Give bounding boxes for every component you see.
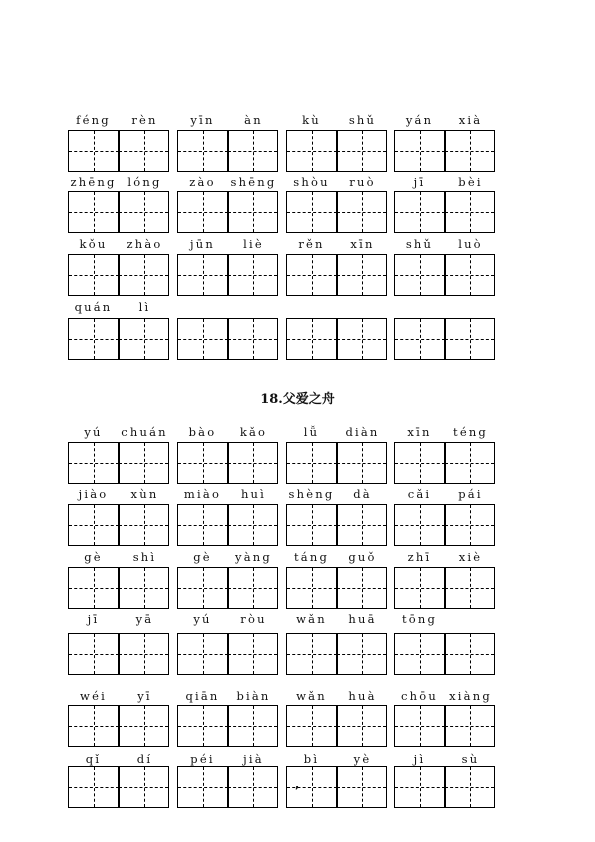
writing-box[interactable] <box>227 130 278 172</box>
writing-box[interactable] <box>336 318 387 360</box>
writing-box[interactable] <box>227 705 278 747</box>
writing-box[interactable] <box>227 766 278 808</box>
pinyin-syllable: bèi <box>458 175 483 189</box>
writing-box[interactable] <box>286 504 338 546</box>
writing-box[interactable] <box>286 254 338 296</box>
writing-box[interactable] <box>177 318 229 360</box>
pinyin-syllable: kù <box>302 113 321 127</box>
writing-box[interactable] <box>444 633 495 675</box>
pinyin-syllable: àn <box>244 113 263 127</box>
writing-box[interactable] <box>286 633 338 675</box>
writing-box[interactable] <box>118 318 169 360</box>
writing-box[interactable] <box>118 567 169 609</box>
pinyin-syllable: shēng <box>230 175 277 189</box>
writing-box[interactable] <box>444 130 495 172</box>
pinyin-syllable: xiàng <box>449 689 492 703</box>
writing-box[interactable] <box>118 442 169 484</box>
writing-box[interactable] <box>118 191 169 233</box>
writing-box[interactable] <box>177 567 229 609</box>
writing-box[interactable] <box>118 254 169 296</box>
writing-box[interactable] <box>118 705 169 747</box>
writing-box[interactable] <box>68 442 120 484</box>
pinyin-syllable: sù <box>461 752 480 766</box>
writing-box[interactable] <box>336 130 387 172</box>
pinyin-syllable: táng <box>293 550 330 564</box>
writing-box[interactable] <box>444 705 495 747</box>
writing-box[interactable] <box>444 766 495 808</box>
writing-box[interactable] <box>227 504 278 546</box>
pinyin-syllable: zhēng <box>70 175 117 189</box>
pinyin-syllable: féng <box>76 113 111 127</box>
writing-box[interactable] <box>227 633 278 675</box>
pinyin-syllable: huà <box>348 689 377 703</box>
comma-mark: , <box>295 778 300 791</box>
pinyin-syllable: chuán <box>121 425 168 439</box>
writing-box[interactable] <box>118 504 169 546</box>
pinyin-syllable: xùn <box>130 487 159 501</box>
pinyin-syllable: tōng <box>401 612 438 626</box>
pinyin-syllable: yīn <box>190 113 215 127</box>
pinyin-syllable: gè <box>193 550 212 564</box>
writing-box[interactable] <box>394 766 446 808</box>
writing-box[interactable] <box>336 254 387 296</box>
writing-box[interactable] <box>286 567 338 609</box>
pinyin-syllable: luò <box>458 237 483 251</box>
writing-box[interactable] <box>286 130 338 172</box>
writing-box[interactable] <box>394 130 446 172</box>
pinyin-syllable: biàn <box>236 689 271 703</box>
pinyin-syllable: kǒu <box>79 237 108 251</box>
writing-box[interactable] <box>394 191 446 233</box>
pinyin-syllable: bì <box>303 752 320 766</box>
writing-box[interactable] <box>227 442 278 484</box>
writing-box[interactable] <box>336 442 387 484</box>
pinyin-syllable: dí <box>136 752 153 766</box>
pinyin-syllable: xīn <box>407 425 432 439</box>
writing-box[interactable] <box>286 442 338 484</box>
writing-box[interactable] <box>68 191 120 233</box>
writing-box[interactable] <box>394 567 446 609</box>
writing-box[interactable] <box>68 567 120 609</box>
pinyin-syllable: xià <box>458 113 483 127</box>
pinyin-syllable: wéi <box>80 689 107 703</box>
writing-box[interactable] <box>394 705 446 747</box>
pinyin-syllable: yú <box>84 425 103 439</box>
pinyin-syllable: shǔ <box>405 237 434 251</box>
pinyin-syllable: lǚ <box>303 425 320 439</box>
writing-box[interactable] <box>444 191 495 233</box>
pinyin-syllable: jī <box>87 612 100 626</box>
writing-box[interactable] <box>68 705 120 747</box>
pinyin-syllable: jī <box>413 175 426 189</box>
writing-box[interactable] <box>444 504 495 546</box>
writing-box[interactable] <box>177 191 229 233</box>
pinyin-syllable: yā <box>135 612 154 626</box>
pinyin-syllable: wǎn <box>296 689 327 703</box>
writing-box[interactable] <box>177 130 229 172</box>
pinyin-syllable: huì <box>240 487 267 501</box>
pinyin-syllable: zhī <box>407 550 432 564</box>
pinyin-syllable: yè <box>353 752 372 766</box>
writing-box[interactable] <box>177 504 229 546</box>
pinyin-syllable: jì <box>413 752 426 766</box>
pinyin-syllable: pái <box>458 487 483 501</box>
pinyin-syllable: quán <box>74 300 113 314</box>
writing-box[interactable] <box>177 705 229 747</box>
pinyin-syllable: téng <box>453 425 488 439</box>
pinyin-syllable: qǐ <box>85 752 102 766</box>
writing-box[interactable] <box>227 254 278 296</box>
writing-box[interactable] <box>336 705 387 747</box>
pinyin-syllable: liè <box>243 237 264 251</box>
writing-box[interactable] <box>227 191 278 233</box>
pinyin-syllable: gè <box>84 550 103 564</box>
pinyin-syllable: shì <box>132 550 157 564</box>
writing-box[interactable] <box>444 254 495 296</box>
pinyin-syllable: qiān <box>185 689 220 703</box>
pinyin-syllable: jià <box>243 752 264 766</box>
pinyin-syllable: dà <box>353 487 372 501</box>
writing-box[interactable] <box>227 318 278 360</box>
writing-box[interactable] <box>227 567 278 609</box>
writing-box[interactable] <box>118 130 169 172</box>
pinyin-syllable: rèn <box>131 113 158 127</box>
writing-box[interactable] <box>68 633 120 675</box>
pinyin-syllable: shǔ <box>348 113 377 127</box>
writing-box[interactable] <box>444 442 495 484</box>
pinyin-syllable: cǎi <box>407 487 432 501</box>
writing-box[interactable] <box>394 254 446 296</box>
pinyin-syllable: chōu <box>401 689 438 703</box>
writing-box[interactable] <box>177 766 229 808</box>
writing-box[interactable] <box>68 254 120 296</box>
writing-box[interactable] <box>118 633 169 675</box>
pinyin-syllable: lóng <box>127 175 162 189</box>
pinyin-syllable: ruò <box>349 175 376 189</box>
writing-box[interactable] <box>336 633 387 675</box>
pinyin-syllable: kǎo <box>239 425 268 439</box>
writing-box[interactable] <box>394 442 446 484</box>
writing-box[interactable] <box>444 318 495 360</box>
pinyin-syllable: miào <box>183 487 222 501</box>
writing-box[interactable] <box>177 442 229 484</box>
writing-box[interactable] <box>286 191 338 233</box>
writing-box[interactable] <box>68 766 120 808</box>
pinyin-syllable: shòu <box>293 175 330 189</box>
pinyin-syllable: yú <box>193 612 212 626</box>
writing-box[interactable] <box>336 504 387 546</box>
pinyin-syllable: wǎn <box>296 612 327 626</box>
pinyin-syllable: shèng <box>288 487 335 501</box>
pinyin-syllable: bào <box>188 425 217 439</box>
pinyin-syllable: huā <box>348 612 377 626</box>
writing-box[interactable] <box>444 567 495 609</box>
pinyin-syllable: ròu <box>240 612 267 626</box>
writing-box[interactable] <box>286 705 338 747</box>
pinyin-syllable: lì <box>138 300 151 314</box>
writing-box[interactable] <box>394 504 446 546</box>
pinyin-syllable: guǒ <box>348 550 377 564</box>
pinyin-syllable: zhào <box>126 237 163 251</box>
writing-box[interactable] <box>394 318 446 360</box>
writing-box[interactable] <box>336 766 387 808</box>
writing-box[interactable] <box>177 633 229 675</box>
pinyin-syllable: rěn <box>298 237 325 251</box>
pinyin-syllable: yán <box>405 113 434 127</box>
pinyin-syllable: yī <box>137 689 152 703</box>
pinyin-syllable: zào <box>189 175 216 189</box>
writing-box[interactable] <box>68 318 120 360</box>
pinyin-syllable: xiè <box>458 550 483 564</box>
pinyin-syllable: diàn <box>345 425 380 439</box>
pinyin-syllable: péi <box>190 752 215 766</box>
writing-box[interactable] <box>286 318 338 360</box>
writing-box[interactable] <box>336 191 387 233</box>
pinyin-syllable: jiào <box>78 487 109 501</box>
pinyin-syllable: yàng <box>235 550 272 564</box>
pinyin-syllable: jūn <box>190 237 215 251</box>
writing-box[interactable] <box>177 254 229 296</box>
writing-box[interactable] <box>118 766 169 808</box>
pinyin-syllable: xīn <box>350 237 375 251</box>
writing-box[interactable] <box>394 633 446 675</box>
writing-box[interactable] <box>68 130 120 172</box>
writing-box[interactable] <box>286 766 338 808</box>
writing-box[interactable] <box>336 567 387 609</box>
writing-box[interactable] <box>68 504 120 546</box>
page-title: 18.父爱之舟 <box>260 392 335 407</box>
